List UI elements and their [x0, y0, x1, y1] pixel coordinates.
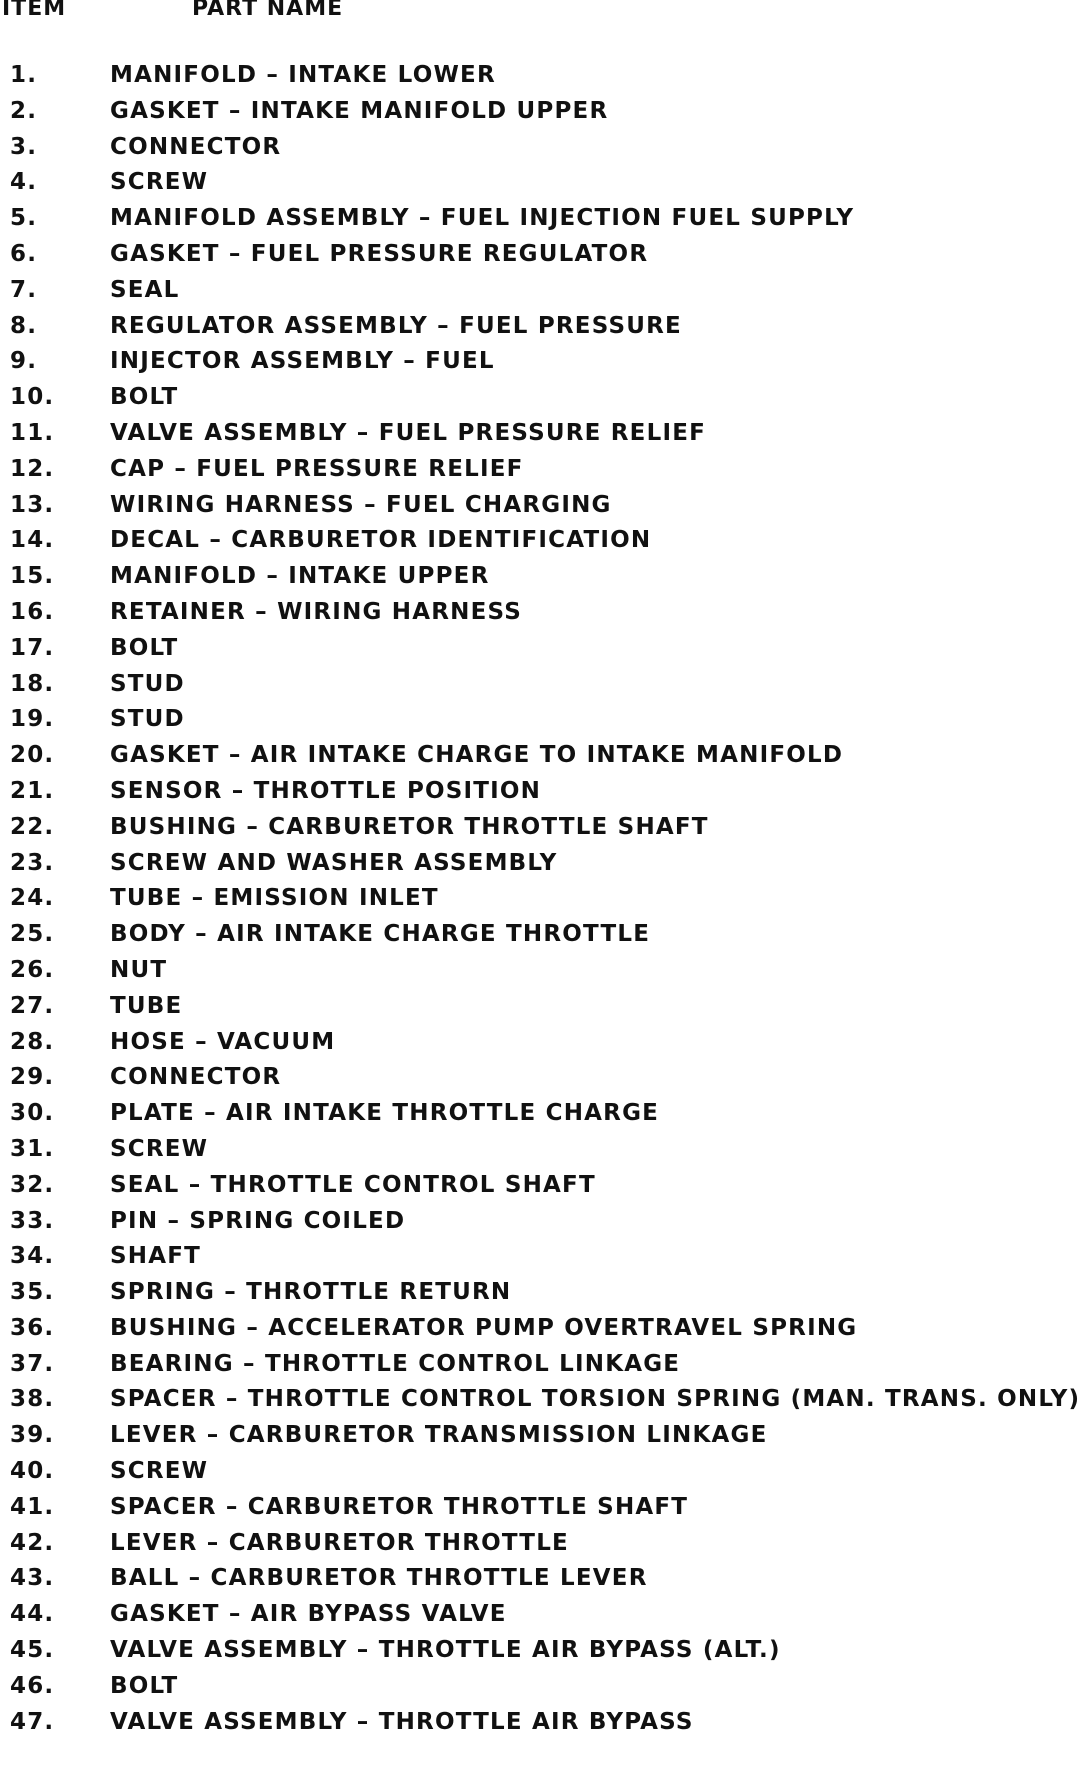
part-name: SHAFT [110, 1243, 202, 1270]
parts-list-row [0, 241, 1088, 277]
item-number: 39. [10, 1422, 55, 1449]
parts-list-row [0, 1029, 1088, 1065]
item-number: 22. [10, 813, 55, 840]
item-number: 36. [10, 1314, 55, 1341]
parts-list-row [0, 348, 1088, 384]
item-number: 35. [10, 1279, 55, 1306]
part-name: BALL – CARBURETOR THROTTLE LEVER [110, 1565, 648, 1592]
parts-list-row [0, 1279, 1088, 1315]
item-number: 30. [10, 1100, 55, 1127]
parts-list-row [0, 384, 1088, 420]
item-number: 5. [10, 205, 38, 232]
item-number: 44. [10, 1601, 55, 1628]
parts-list-row [0, 1601, 1088, 1637]
part-name: BUSHING – CARBURETOR THROTTLE SHAFT [110, 813, 709, 840]
part-name: CONNECTOR [110, 1064, 282, 1091]
parts-list-row [0, 1064, 1088, 1100]
parts-list-row [0, 671, 1088, 707]
part-name: SCREW [110, 169, 209, 196]
parts-list-row [0, 1673, 1088, 1709]
parts-list-row [0, 527, 1088, 563]
part-name: GASKET – AIR BYPASS VALVE [110, 1601, 507, 1628]
parts-list-row [0, 1637, 1088, 1673]
parts-list-row [0, 492, 1088, 528]
part-name: PIN – SPRING COILED [110, 1207, 406, 1234]
part-name: CAP – FUEL PRESSURE RELIEF [110, 455, 524, 482]
parts-list-row [0, 778, 1088, 814]
parts-list-row [0, 885, 1088, 921]
parts-list-row [0, 1243, 1088, 1279]
part-name: BUSHING – ACCELERATOR PUMP OVERTRAVEL SPRING [110, 1314, 858, 1341]
part-name-column-heading: PART NAME [192, 0, 344, 21]
item-number: 43. [10, 1565, 55, 1592]
item-number: 17. [10, 634, 55, 661]
item-number: 45. [10, 1637, 55, 1664]
item-column-heading: ITEM [2, 0, 67, 21]
item-number: 26. [10, 956, 55, 983]
part-name: GASKET – INTAKE MANIFOLD UPPER [110, 97, 609, 124]
parts-list-row [0, 1172, 1088, 1208]
parts-list-row [0, 277, 1088, 313]
parts-list-row [0, 635, 1088, 671]
part-name: LEVER – CARBURETOR THROTTLE [110, 1529, 569, 1556]
item-number: 28. [10, 1028, 55, 1055]
item-number: 3. [10, 133, 38, 160]
parts-list-row [0, 599, 1088, 635]
item-number: 12. [10, 455, 55, 482]
part-name: INJECTOR ASSEMBLY – FUEL [110, 348, 495, 375]
part-name: DECAL – CARBURETOR IDENTIFICATION [110, 527, 652, 554]
item-number: 8. [10, 312, 38, 339]
part-name: SPRING – THROTTLE RETURN [110, 1279, 512, 1306]
parts-list-row [0, 1315, 1088, 1351]
item-number: 2. [10, 97, 38, 124]
parts-list-row [0, 706, 1088, 742]
part-name: RETAINER – WIRING HARNESS [110, 598, 523, 625]
part-name: TUBE – EMISSION INLET [110, 885, 439, 912]
item-number: 4. [10, 169, 38, 196]
part-name: BODY – AIR INTAKE CHARGE THROTTLE [110, 921, 651, 948]
item-number: 31. [10, 1135, 55, 1162]
part-name: PLATE – AIR INTAKE THROTTLE CHARGE [110, 1100, 660, 1127]
part-name: STUD [110, 706, 185, 733]
item-number: 9. [10, 348, 38, 375]
part-name: SPACER – CARBURETOR THROTTLE SHAFT [110, 1493, 689, 1520]
item-number: 42. [10, 1529, 55, 1556]
part-name: SENSOR – THROTTLE POSITION [110, 777, 542, 804]
part-name: CONNECTOR [110, 133, 282, 160]
parts-list-row [0, 62, 1088, 98]
parts-list-row [0, 456, 1088, 492]
part-name: BOLT [110, 634, 179, 661]
part-name: VALVE ASSEMBLY – THROTTLE AIR BYPASS (ALT.) [110, 1637, 781, 1664]
item-number: 47. [10, 1708, 55, 1735]
item-number: 40. [10, 1458, 55, 1485]
item-number: 13. [10, 491, 55, 518]
part-name: TUBE [110, 992, 183, 1019]
item-number: 6. [10, 240, 38, 267]
part-name: BOLT [110, 1672, 179, 1699]
item-number: 23. [10, 849, 55, 876]
part-name: STUD [110, 670, 185, 697]
parts-list-row [0, 1136, 1088, 1172]
part-name: LEVER – CARBURETOR TRANSMISSION LINKAGE [110, 1422, 768, 1449]
part-name: BEARING – THROTTLE CONTROL LINKAGE [110, 1350, 681, 1377]
parts-list-row [0, 993, 1088, 1029]
column-header [0, 0, 1088, 30]
item-number: 7. [10, 276, 38, 303]
item-number: 19. [10, 706, 55, 733]
item-number: 37. [10, 1350, 55, 1377]
parts-list-row [0, 98, 1088, 134]
parts-list-row [0, 1494, 1088, 1530]
parts-list-row [0, 1565, 1088, 1601]
parts-list-row [0, 134, 1088, 170]
parts-list [0, 62, 1088, 1744]
part-name: HOSE – VACUUM [110, 1028, 336, 1055]
part-name: GASKET – FUEL PRESSURE REGULATOR [110, 240, 649, 267]
item-number: 15. [10, 563, 55, 590]
item-number: 33. [10, 1207, 55, 1234]
parts-list-row [0, 742, 1088, 778]
item-number: 46. [10, 1672, 55, 1699]
part-name: NUT [110, 956, 168, 983]
item-number: 41. [10, 1493, 55, 1520]
part-name: MANIFOLD – INTAKE UPPER [110, 563, 490, 590]
part-name: SCREW [110, 1458, 209, 1485]
item-number: 16. [10, 598, 55, 625]
item-number: 11. [10, 419, 55, 446]
item-number: 29. [10, 1064, 55, 1091]
part-name: SEAL – THROTTLE CONTROL SHAFT [110, 1171, 596, 1198]
item-number: 27. [10, 992, 55, 1019]
part-name: SPACER – THROTTLE CONTROL TORSION SPRING (MAN. TRANS. ONLY) [110, 1386, 1081, 1413]
item-number: 34. [10, 1243, 55, 1270]
parts-list-row [0, 1709, 1088, 1745]
part-name: SCREW [110, 1135, 209, 1162]
part-name: WIRING HARNESS – FUEL CHARGING [110, 491, 612, 518]
part-name: BOLT [110, 384, 179, 411]
item-number: 21. [10, 777, 55, 804]
item-number: 24. [10, 885, 55, 912]
item-number: 25. [10, 921, 55, 948]
parts-list-row [0, 1458, 1088, 1494]
parts-list-row [0, 1351, 1088, 1387]
parts-list-row [0, 313, 1088, 349]
parts-list-row [0, 957, 1088, 993]
item-number: 1. [10, 62, 38, 88]
part-name: SCREW AND WASHER ASSEMBLY [110, 849, 558, 876]
parts-list-row [0, 169, 1088, 205]
parts-list-row [0, 1422, 1088, 1458]
part-name: VALVE ASSEMBLY – THROTTLE AIR BYPASS [110, 1708, 694, 1735]
part-name: VALVE ASSEMBLY – FUEL PRESSURE RELIEF [110, 419, 707, 446]
parts-list-row [0, 420, 1088, 456]
part-name: REGULATOR ASSEMBLY – FUEL PRESSURE [110, 312, 682, 339]
parts-list-row [0, 563, 1088, 599]
part-name: MANIFOLD ASSEMBLY – FUEL INJECTION FUEL SUPPLY [110, 205, 855, 232]
item-number: 32. [10, 1171, 55, 1198]
part-name: MANIFOLD – INTAKE LOWER [110, 62, 496, 88]
parts-list-row [0, 814, 1088, 850]
item-number: 14. [10, 527, 55, 554]
parts-list-row [0, 1208, 1088, 1244]
parts-list-row [0, 1386, 1088, 1422]
parts-list-row [0, 1100, 1088, 1136]
item-number: 18. [10, 670, 55, 697]
item-number: 20. [10, 742, 55, 769]
parts-list-row [0, 921, 1088, 957]
parts-list-row [0, 850, 1088, 886]
parts-list-row [0, 1530, 1088, 1566]
item-number: 10. [10, 384, 55, 411]
part-name: GASKET – AIR INTAKE CHARGE TO INTAKE MANIFOLD [110, 742, 844, 769]
item-number: 38. [10, 1386, 55, 1413]
part-name: SEAL [110, 276, 180, 303]
parts-list-row [0, 205, 1088, 241]
